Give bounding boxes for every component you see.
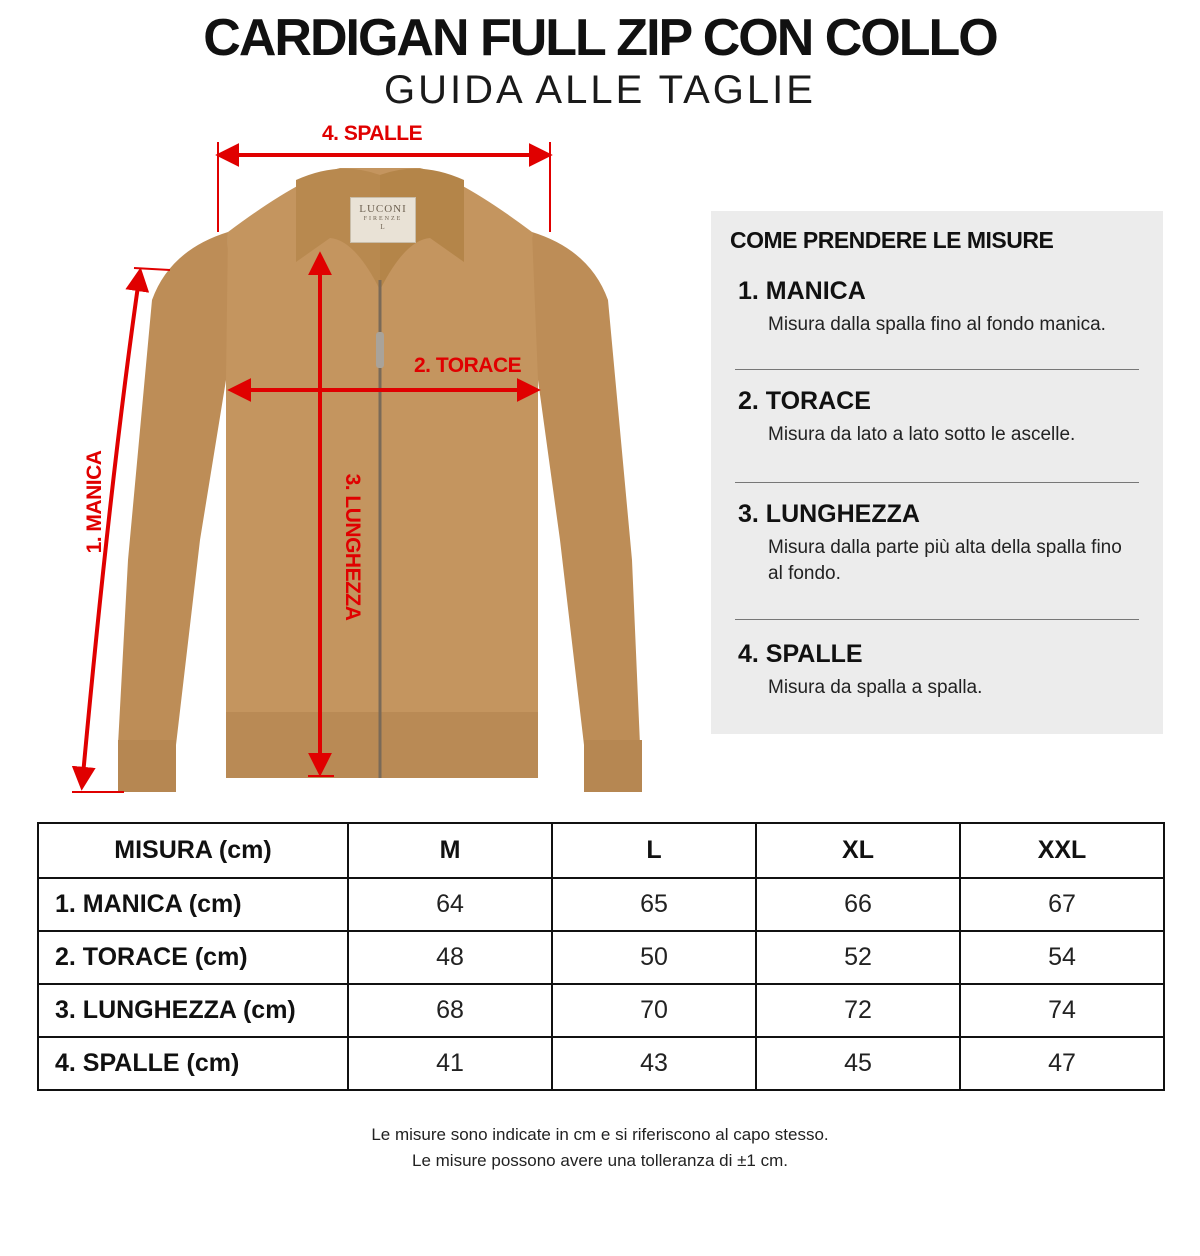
table-cell: 48	[348, 931, 552, 984]
footnote-line-1: Le misure sono indicate in cm e si riferiscono al capo stesso.	[371, 1125, 829, 1144]
header-cell-xl: XL	[756, 823, 960, 878]
footnote-line-2: Le misure possono avere una tolleranza di ±1 cm.	[412, 1151, 788, 1170]
table-cell: 41	[348, 1037, 552, 1090]
how-to-measure-title: COME PRENDERE LE MISURE	[730, 227, 1054, 253]
step-manica	[738, 277, 1138, 338]
measure-label-spalle: 4. SPALLE	[322, 122, 423, 145]
page-subtitle: GUIDA ALLE TAGLIE	[384, 68, 816, 112]
step-spalle	[738, 640, 1138, 701]
table-cell: 54	[960, 931, 1164, 984]
step-description: Misura da spalla a spalla.	[768, 677, 983, 698]
step-title: 4. SPALLE	[738, 640, 863, 668]
step-description: Misura da lato a lato sotto le ascelle.	[768, 424, 1076, 445]
step-lunghezza	[738, 500, 1138, 587]
header-cell-l: L	[552, 823, 756, 878]
table-row	[38, 1037, 1164, 1090]
table-cell: 43	[552, 1037, 756, 1090]
table-cell: 47	[960, 1037, 1164, 1090]
step-title: 1. MANICA	[738, 277, 866, 305]
table-row	[38, 931, 1164, 984]
step-torace	[738, 387, 1138, 448]
divider	[735, 619, 1139, 620]
row-label: 4. SPALLE (cm)	[38, 1037, 348, 1090]
table-cell: 68	[348, 984, 552, 1037]
table-cell: 67	[960, 878, 1164, 931]
table-cell: 65	[552, 878, 756, 931]
step-description: Misura dalla spalla fino al fondo manica.	[768, 314, 1106, 335]
page-title: CARDIGAN FULL ZIP CON COLLO	[203, 9, 997, 67]
divider	[735, 369, 1139, 370]
header-cell-misura: MISURA (cm)	[38, 823, 348, 878]
table-cell: 50	[552, 931, 756, 984]
brand-size: L	[380, 223, 386, 231]
table-row	[38, 878, 1164, 931]
garment-illustration	[0, 0, 700, 820]
table-cell: 45	[756, 1037, 960, 1090]
row-label: 1. MANICA (cm)	[38, 878, 348, 931]
table-cell: 70	[552, 984, 756, 1037]
row-label: 3. LUNGHEZZA (cm)	[38, 984, 348, 1037]
divider	[735, 482, 1139, 483]
table-cell: 64	[348, 878, 552, 931]
brand-label	[350, 197, 416, 243]
measure-label-torace: 2. TORACE	[414, 354, 522, 377]
table-row	[38, 984, 1164, 1037]
table-cell: 72	[756, 984, 960, 1037]
table-cell: 66	[756, 878, 960, 931]
how-to-measure-panel	[711, 211, 1163, 734]
brand-sub: FIRENZE	[363, 216, 403, 222]
table-cell: 52	[756, 931, 960, 984]
measure-label-manica: 1. MANICA	[83, 450, 106, 554]
step-title: 3. LUNGHEZZA	[738, 500, 920, 528]
measure-label-lunghezza: 3. LUNGHEZZA	[341, 473, 364, 621]
step-description: Misura dalla parte più alta della spalla fino al fondo.	[768, 537, 1122, 584]
brand-name: LUCONI	[359, 203, 407, 215]
header-cell-m: M	[348, 823, 552, 878]
size-table	[37, 822, 1165, 1091]
header-cell-xxl: XXL	[960, 823, 1164, 878]
table-cell: 74	[960, 984, 1164, 1037]
row-label: 2. TORACE (cm)	[38, 931, 348, 984]
step-title: 2. TORACE	[738, 387, 871, 415]
table-header-row	[38, 823, 1164, 878]
